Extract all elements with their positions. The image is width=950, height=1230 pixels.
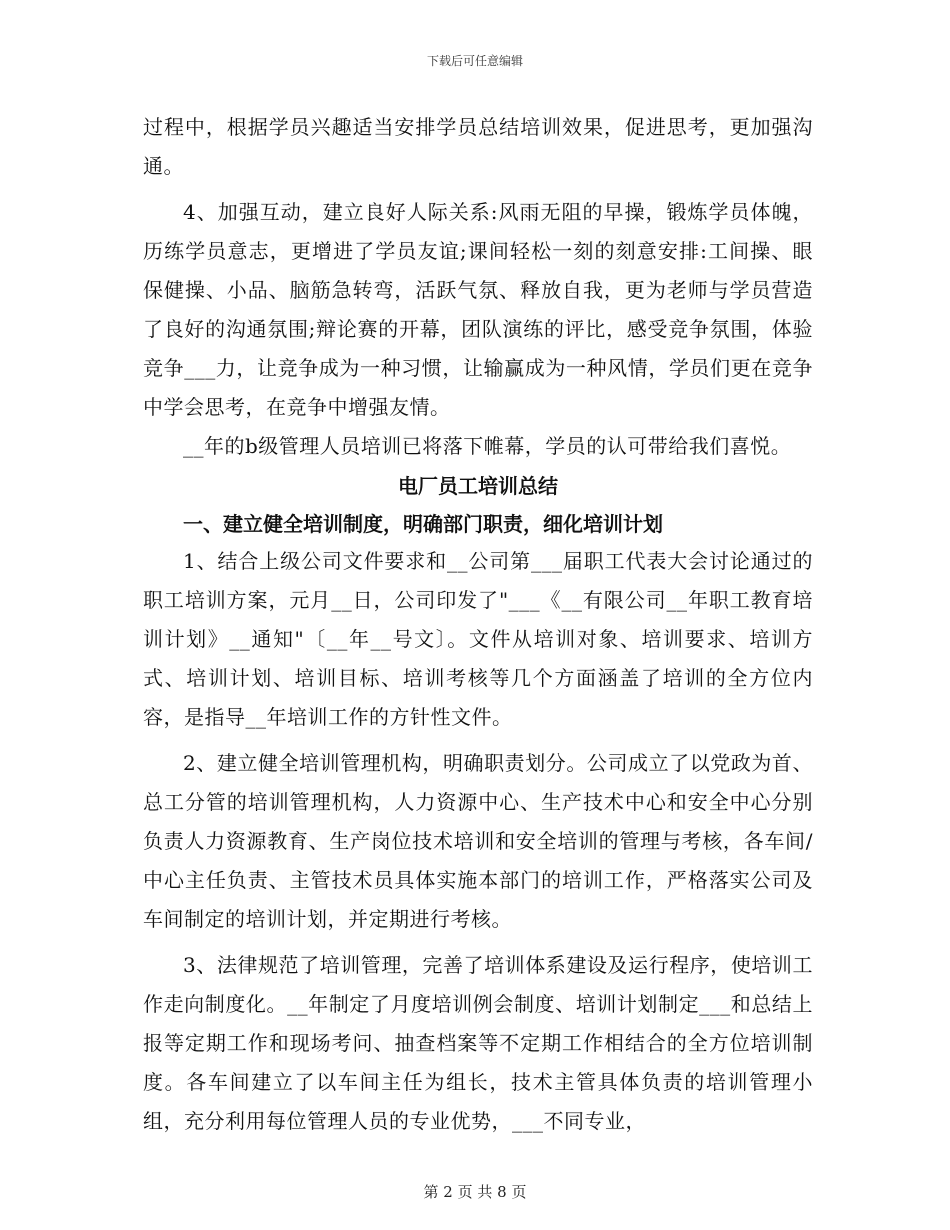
page-header: 下载后可任意编辑 <box>426 54 523 68</box>
paragraph-closing: __年的b级管理人员培训已将落下帷幕，学员的认可带给我们喜悦。 <box>183 434 792 458</box>
document-title: 电厂员工培训总结 <box>398 474 558 498</box>
paragraph-item-1: 1、结合上级公司文件要求和__公司第___届职工代表大会讨论通过的职工培训方案，元月__日，公司印发了"___《__有限公司__年职工教育培训计划》__通知"〔__年__号文〕。文件从培训对象、培训要求、培训方式、培训计划、培训目标、培训考核等几个方面涵盖了培训的全方位内容，是指导__年培训工作的方针性文件。 <box>143 549 813 729</box>
paragraph-continuation: 过程中，根据学员兴趣适当安排学员总结培训效果，促进思考，更加强沟通。 <box>143 115 813 178</box>
page-number: 第 2 页 共 8 页 <box>423 1183 527 1201</box>
document-body <box>143 108 813 1141</box>
paragraph-item-2: 2、建立健全培训管理机构，明确职责划分。公司成立了以党政为首、总工分管的培训管理机构，人力资源中心、生产技术中心和安全中心分别负责人力资源教育、生产岗位技术培训和安全培训的管理与考核，各车间/中心主任负责、主管技术员具体实施本部门的培训工作，严格落实公司及车间制定的培训计划，并定期进行考核。 <box>143 751 813 931</box>
paragraph-item-3: 3、法律规范了培训管理，完善了培训体系建设及运行程序，使培训工作走向制度化。__年制定了月度培训例会制度、培训计划制定___和总结上报等定期工作和现场考问、抽查档案等不定期工作相结合的全方位培训制度。各车间建立了以车间主任为组长，技术主管具体负责的培训管理小组，充分利用每位管理人员的专业优势，___不同专业， <box>143 953 813 1133</box>
section-heading-1: 一、建立健全培训制度，明确部门职责，细化培训计划 <box>183 512 663 536</box>
paragraph-interaction: 4、加强互动，建立良好人际关系:风雨无阻的早操，锻炼学员体魄，历练学员意志，更增进了学员友谊;课间轻松一刻的刻意安排:工间操、眼保健操、小品、脑筋急转弯，活跃气氛、释放自我，更为老师与学员营造了良好的沟通氛围;辩论赛的开幕，团队演练的评比，感受竞争氛围，体验竞争___力，让竞争成为一种习惯，让输赢成为一种风情，学员们更在竞争中学会思考，在竞争中增强友情。 <box>143 200 813 419</box>
